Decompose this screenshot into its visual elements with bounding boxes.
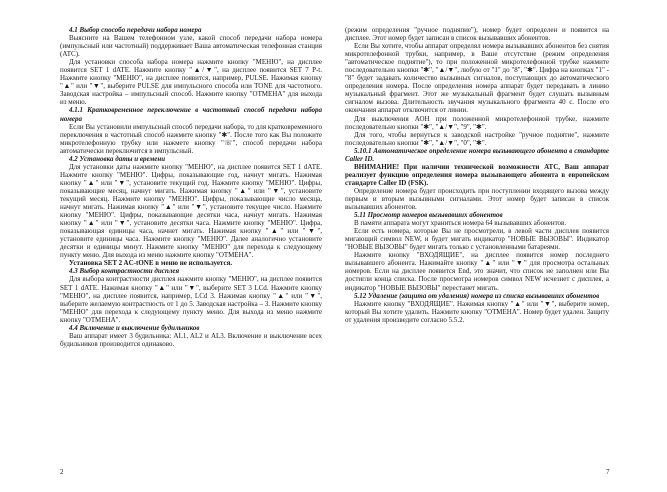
paragraph: Установка SET 2 AC-tONE в меню не используется.	[69, 259, 233, 268]
paragraph: Ваш аппарат имеет 3 будильника: AL1, AL2 и AL3. Включение и выключение всех будильников производится одинаково.	[60, 331, 322, 348]
section-heading: 4.1.1 Кратковременное переключение в частотный способ передачи набора номера	[60, 106, 322, 123]
page-number-right: 7	[606, 468, 610, 476]
paragraph: Нажмите кнопку "ВХОДЯЩИЕ". Нажимая кнопку "▲" или "▼", выберите номер, который Вы хотите удалить. Нажмите кнопку "ОТМЕНА". Номер будет удален. Защиту от удаления произведите согласно 5.5.2.	[345, 299, 609, 324]
section-heading: 5.12 Удаление (защита от удаления) номера из списка вызывавших абонентов	[354, 291, 600, 300]
paragraph: Для установки даты нажмите кнопку "МЕНЮ", на дисплее появится SET 1 dATE. Нажмите кнопку "МЕНЮ". Цифры, показывающие год, начнут мигать. Нажимая кнопку "▲" или "▼", установите текущий год. Нажмите кнопку "МЕНЮ". Цифры, показывающие месяц, начнут мигать. Нажимая кнопку "▲" или "▼", установите текущий месяц. Нажмите кнопку "МЕНЮ". Цифры, показывающие число месяца, начнут мигать. Нажимая кнопку "▲" или "▼", установите текущее число. Нажмите кнопку "МЕНЮ". Цифры, показывающие десятки часа, начнут мигать. Нажимая кнопку "▲" или "▼", установите десятки часа. Нажмите кнопку "МЕНЮ". Цифра, показывающая единицы часа, начнет мигать. Нажимая кнопку "▲" или "▼", установите единицы часа. Нажмите кнопку "МЕНЮ". Далее аналогично установите десятки и единицы минут. Нажмите кнопку "МЕНЮ" для перехода к следующему пункту меню. Для выхода из меню нажмите кнопку "ОТМЕНА".	[60, 162, 322, 260]
section-heading: 4.2 Установка даты и времени	[69, 154, 166, 163]
section-heading: 5.11 Просмотр номеров вызывавших абонентов	[354, 211, 503, 220]
paragraph: Если Вы установили импульсный способ передачи набора, то для кратковременного переключения в частотный способ нажмите кнопку "✱". После того как Вы положите микротелефонную трубку или нажмете кнопку "☏", способ передачи набора автоматически переключится в импульсный.	[60, 122, 322, 155]
paragraph: Если Вы хотите, чтобы аппарат определял номера вызывавших абонентов без снятия микротелефонной трубки, например, в Ваше отсутствие (режим определения "автоматическое поднятие"), то при положенной микротелефонной трубке нажмите последовательно кнопки "✱", "▲/▼", любую от "1" до "8", "✱". Цифра на кнопках "1" - "8" будет задавать количество вызывных сигналов, поступающих до автоматического определения номера. После определения номера аппарат будет передавать в линию музыкальный фрагмент. Этот же музыкальный фрагмент будет слушать вызывным сигналом вызова. Длительность звучания музыкального фрагмента 40 с. После его окончания аппарат отключится от линии.	[345, 42, 609, 115]
paragraph: Для того, чтобы вернуться к заводской настройке "ручное поднятие", нажмите последовательно кнопки "✱", "▲/▼", "0", "✱".	[345, 130, 609, 147]
paragraph: (режим определения "ручное подняпие"), номер будет определен и появится на дисплее. Этот номер будет записан в список вызывавших абонентов.	[345, 26, 609, 43]
paragraph: В памяти аппарата могут храниться номера 64 вызывавших абонентов.	[354, 219, 567, 228]
section-heading: 4.1 Выбор способа передачи набора номера	[69, 26, 202, 34]
section-heading: 4.4 Включение и выключение будильников	[69, 323, 200, 332]
page-number-left: 2	[60, 468, 64, 476]
paragraph: ВНИМАНИЕ! При наличии технической возможности АТС, Ваш аппарат реализует функцию определения номера вызывающего абонента в европейском стандарте Caller ID (FSK).	[345, 162, 609, 187]
paragraph: Нажмите кнопку "ВХОДЯЩИЕ", на дисплее появится номер последнего вызывавшего абонента. Нажимайте кнопку "▲" или "▼" для просмотра остальных номеров. Если на дисплее появится End, это значит, что список не заполнен или Вы достигли конца списка. После просмотра номеров символ NEW исчезнет с дисплея, а индикатор "НОВЫЕ ВЫЗОВЫ" перестанет мигать.	[345, 251, 609, 292]
section-heading: 5.10.1 Автоматическое определение номера вызывающего абонента в стандарте Caller ID.	[345, 146, 609, 163]
paragraph: Для установки способа набора номера нажмите кнопку "МЕНЮ", на дисплее появится SET 1 dATE. Нажмите кнопку "▲/▼", на дисплее появится SET 7 P-t. Нажмите кнопку "МЕНЮ", на дисплее появится, например, PULSE. Нажимая кнопку "▲" или "▼", выберите PULSE для импульсного способа или TONE для частотного. Заводская настройка – импульсный способ. Нажмите кнопку "ОТМЕНА" для выхода из меню.	[60, 58, 322, 107]
right-column	[345, 26, 609, 324]
section-heading: 4.3 Выбор контрастности дисплея	[69, 267, 180, 276]
paragraph: Для выбора контрастности дисплея нажмите кнопку "МЕНЮ", на дисплее появится SET 1 dATE. Нажимая кнопку "▲" или "▼", выберите SET 3 LCd. Нажмите кнопку "МЕНЮ", на дисплее появится, например, LCd 3. Нажимая кнопку "▲" или "▼", выберите желаемую контрастность от 1 до 5. Заводская настройка – 3. Нажмите кнопку "МЕНЮ" для перехода к следующему пункту меню. Для выхода из меню нажмите кнопку "ОТМЕНА".	[60, 275, 322, 324]
paragraph: Если есть номера, которые Вы не просмотрели, в левой части дисплея появится мигающий символ NEW, и будет мигать индикатор "НОВЫЕ ВЫЗОВЫ". Индикатор "НОВЫЕ ВЫЗОВЫ" будет мигать только с установленными батареями.	[345, 227, 609, 252]
paragraph: Для выключения АОН при положенной микротелефонной трубке, нажмите последовательно кнопки "✱", "▲/▼", "9", "✱".	[345, 114, 609, 131]
paragraph: Определение номера будет происходить при поступлении входящего вызова между первым и вторым вызывными сигналами. Этот номер будет записан в список вызывавших абонентов.	[345, 186, 609, 212]
paragraph: Выясните на Вашем телефонном узле, какой способ передачи набора номера (импульсный или частотный) поддерживает Ваша автоматическая телефонная станция (АТС).	[60, 34, 322, 59]
left-column	[60, 26, 322, 348]
